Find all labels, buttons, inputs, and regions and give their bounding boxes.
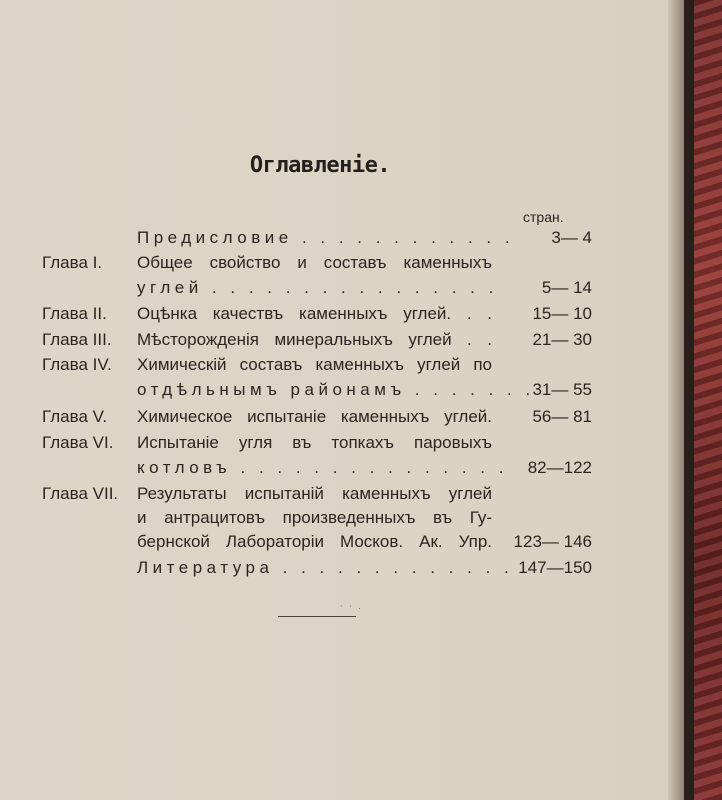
toc-page-range: 82—122	[527, 458, 592, 477]
chapter-label: Глава VI.	[42, 433, 114, 452]
toc-page-range: 3— 4	[551, 228, 592, 247]
toc-entry-line: Результаты испытаній каменныхъ углей	[137, 484, 492, 503]
toc-entry-line: бернской Лабораторіи Москов. Ак. Упр.	[137, 532, 492, 551]
toc-entry-line: углей . . . . . . . . . . . . . . . .	[137, 278, 498, 297]
toc-entry-line: Оцѣнка качествъ каменныхъ углей. . .	[137, 304, 492, 323]
toc-entry-line: Общее свойство и составъ каменныхъ	[137, 253, 492, 272]
toc-entry-literature: Литература . . . . . . . . . . . . .	[137, 558, 514, 577]
book-cover-marbled	[694, 0, 722, 800]
ink-smudge: · · .	[340, 602, 363, 611]
toc-page-range: 21— 30	[532, 330, 592, 349]
toc-entry-preface: Предисловие . . . . . . . . . . . .	[137, 228, 515, 247]
chapter-label: Глава I.	[42, 253, 103, 272]
chapter-label: Глава VII.	[42, 484, 119, 503]
closing-rule	[278, 616, 356, 617]
toc-entry-line: котловъ . . . . . . . . . . . . . . .	[137, 458, 508, 477]
toc-page-range: 15— 10	[532, 304, 592, 323]
toc-page-range: 147—150	[518, 558, 592, 577]
toc-entry-line: Испытаніе угля въ топкахъ паровыхъ	[137, 433, 492, 452]
chapter-label: Глава III.	[42, 330, 112, 349]
toc-page-range: 123— 146	[513, 532, 592, 551]
toc-entry-line: отдѣльнымъ районамъ . . . . . . .	[137, 380, 535, 399]
toc-page-range: 31— 55	[532, 380, 592, 399]
chapter-label: Глава IV.	[42, 355, 112, 374]
toc-entry-line: и антрацитовъ произведенныхъ въ Гу-	[137, 508, 492, 527]
chapter-label: Глава II.	[42, 304, 107, 323]
chapter-label: Глава V.	[42, 407, 108, 426]
toc-page-range: 56— 81	[532, 407, 592, 426]
toc-page-range: 5— 14	[541, 278, 592, 297]
toc-entry-line: Мѣсторожденія минеральныхъ углей . .	[137, 330, 492, 349]
toc-entry-line: Химическое испытаніе каменныхъ углей.	[137, 407, 492, 426]
book-spine	[684, 0, 694, 800]
page-stack-edge	[668, 0, 684, 800]
toc-title: Оглавленіе.	[249, 153, 391, 178]
toc-entry-line: Химическій составъ каменныхъ углей по	[137, 355, 492, 374]
pages-column-header: стран.	[523, 209, 564, 225]
